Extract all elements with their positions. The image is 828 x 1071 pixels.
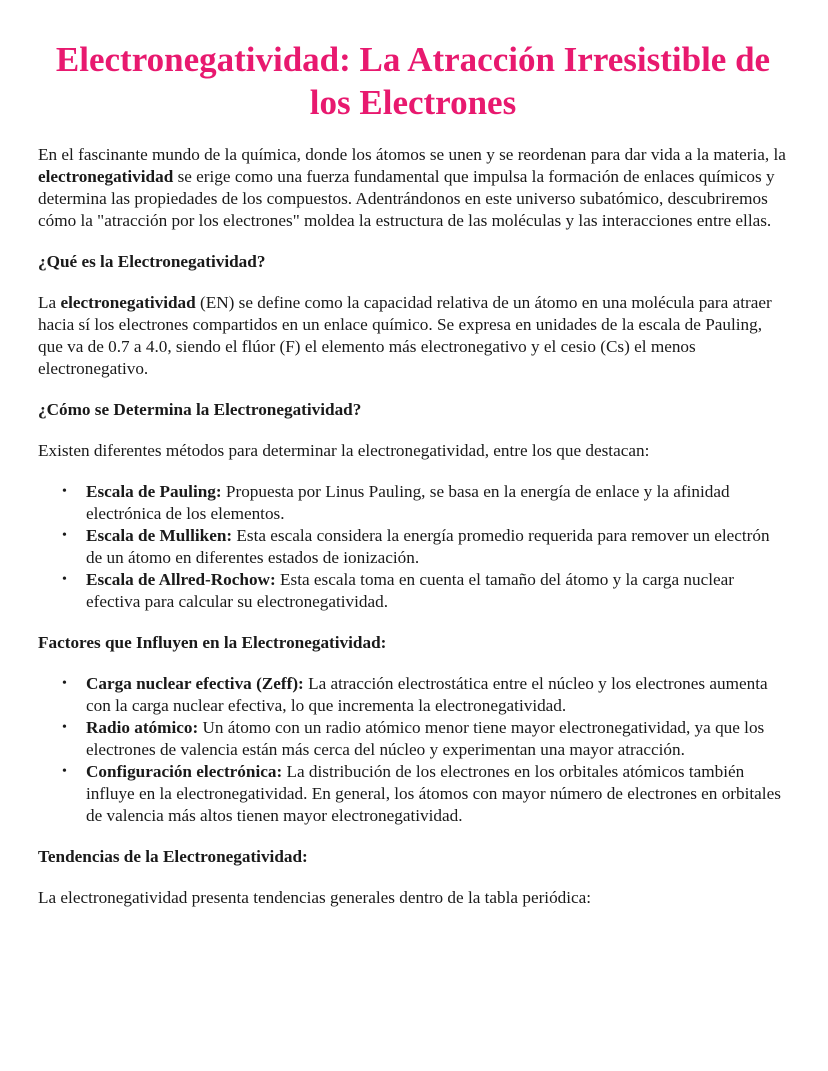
list-item-text: La atracción electrostática entre el núcleo y los electrones aumenta con la carga nuclear efectiva, lo que incrementa la electronegatividad. — [86, 674, 768, 715]
definition-text-start: La — [38, 293, 61, 312]
list-item — [62, 569, 788, 613]
list-item-text: Esta escala toma en cuenta el tamaño del átomo y la carga nuclear efectiva para calcular su electronegatividad. — [86, 570, 734, 611]
intro-keyword: electronegatividad — [38, 167, 174, 186]
list-item-term: Configuración electrónica: — [86, 762, 283, 781]
bullet: • — [62, 528, 67, 543]
list-item — [62, 481, 788, 525]
bullet: • — [62, 676, 67, 691]
list-item — [62, 673, 788, 717]
section-heading-trends: Tendencias de la Electronegatividad: — [38, 847, 308, 866]
list-item-term: Radio atómico: — [86, 718, 199, 737]
list-item-term: Escala de Pauling: — [86, 482, 222, 501]
bullet: • — [62, 484, 67, 499]
definition-text-end: (EN) se define como la capacidad relativa de un átomo en una molécula para atraer hacia sí los electrones compartidos en un enlace químico. Se expresa en unidades de la escala de Pauling, que va de 0.7 a 4.0, siendo el flúor (F) el elemento más electronegativo y el cesio (Cs) el menos electronegativo. — [38, 293, 772, 378]
section-heading-what-is: ¿Qué es la Electronegatividad? — [38, 252, 266, 271]
list-item — [62, 717, 788, 761]
list-item-text: Propuesta por Linus Pauling, se basa en la energía de enlace y la afinidad electrónica de los elementos. — [86, 482, 730, 523]
list-item — [62, 761, 788, 827]
bullet: • — [62, 572, 67, 587]
list-item-term: Carga nuclear efectiva (Zeff): — [86, 674, 304, 693]
trends-paragraph: La electronegatividad presenta tendencias generales dentro de la tabla periódica: — [38, 888, 592, 907]
section-heading-how-determined: ¿Cómo se Determina la Electronegatividad? — [38, 400, 362, 419]
intro-paragraph — [38, 144, 788, 232]
list-item-text: Un átomo con un radio atómico menor tiene mayor electronegatividad, ya que los electrones de valencia están más cerca del núcleo y experimentan una mayor atracción. — [86, 718, 765, 759]
bullet: • — [62, 764, 67, 779]
bullet: • — [62, 720, 67, 735]
definition-paragraph — [38, 292, 788, 380]
list-item-term: Escala de Mulliken: — [86, 526, 233, 545]
list-item-term: Escala de Allred-Rochow: — [86, 570, 276, 589]
list-item — [62, 525, 788, 569]
list-item-text: La distribución de los electrones en los orbitales atómicos también influye en la electronegatividad. En general, los átomos con mayor número de electrones en orbitales de valencia más altos tienen mayor electronegatividad. — [86, 762, 781, 825]
methods-intro: Existen diferentes métodos para determinar la electronegatividad, entre los que destacan: — [38, 441, 650, 460]
intro-text-end: se erige como una fuerza fundamental que impulsa la formación de enlaces químicos y determina las propiedades de los compuestos. Adentrándonos en este universo subatómico, descubriremos cómo la "atracción por los electrones" moldea la estructura de las moléculas y las interacciones entre ellas. — [38, 167, 775, 230]
methods-list — [38, 481, 788, 613]
section-heading-factors: Factores que Influyen en la Electronegatividad: — [38, 633, 387, 652]
page-title: Electronegatividad: La Atracción Irresistible de los Electrones — [55, 40, 771, 122]
list-item-text: Esta escala considera la energía promedio requerida para remover un electrón de un átomo en diferentes estados de ionización. — [86, 526, 770, 567]
definition-keyword: electronegatividad — [60, 293, 196, 312]
factors-list — [38, 673, 788, 827]
intro-text-start: En el fascinante mundo de la química, donde los átomos se unen y se reordenan para dar vida a la materia, la — [38, 145, 786, 164]
